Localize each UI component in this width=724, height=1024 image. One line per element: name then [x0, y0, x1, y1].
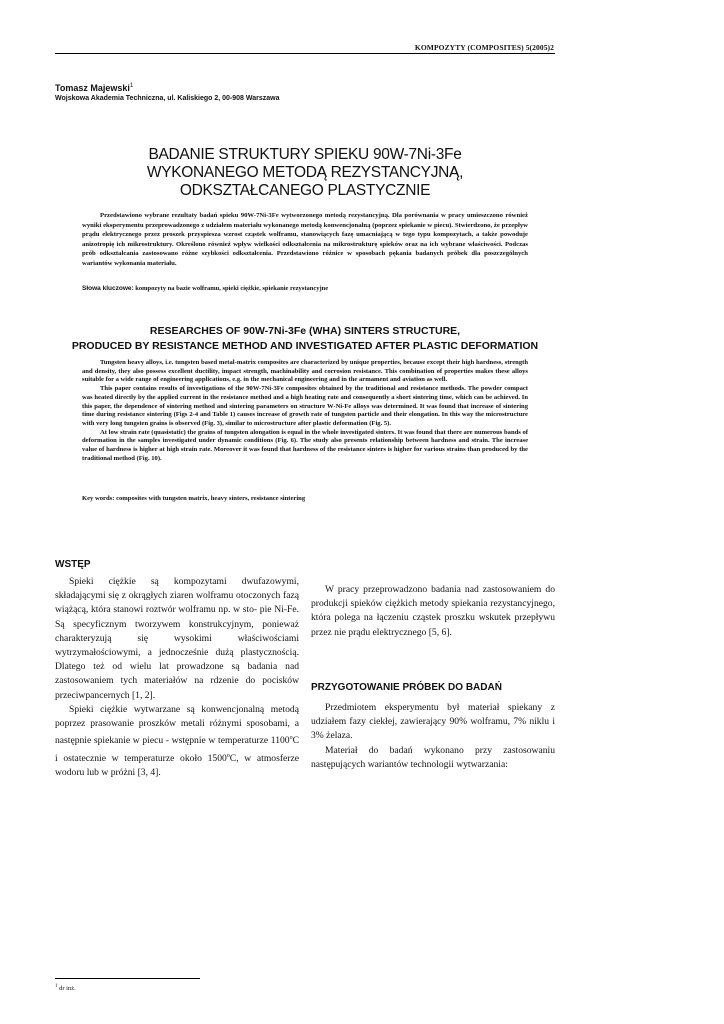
title-polish: [55, 146, 555, 200]
keywords-polish-text: kompozyty na bazie wolframu, spieki ciężkie, spiekanie rezystancyjne: [135, 285, 329, 292]
title-polish-line-1: BADANIE STRUKTURY SPIEKU 90W-7Ni-3Fe: [148, 146, 462, 163]
title-polish-line-2: WYKONANEGO METODĄ REZYSTANCYJNĄ,: [146, 164, 464, 181]
abstract-english-paragraph-2: This paper contains results of investigations of the 90W-7Ni-3Fe composites obtained by the traditional and resistance methods. The powder compact was heated directly by the applied current in the resistance method and a high heating rate and consequently a short sintering time, which can be achieved. In this paper, the dependence of sintering method and sintering parameters on structure W-Ni-Fe alloys was determined. It was found that increase of sintering time during resistance sintering (Figs 2-4 and Table 1) causes increase of growth rate of tungsten particle and their elongation. In this way the microstructure with very long tungsten grains is observed (Fig. 3), similar to microstructure after plastic deformation (Fig. 5).: [82, 385, 528, 427]
abstract-polish: Przedstawiono wybrane rezultaty badań spieku 90W-7Ni-3Fe wytworzonego metodą rezystancyjną. Dla porównania w pracy umieszczono również wyniki eksperymentu przeprowadzonego z udziałem materiału wykonanego metodą konwencjonalną (poprzez spiekanie w piecu). Stwierdzono, że przepływ prądu elektrycznego przez proszek przyspiesza wzrost cząstek wolframu, stanowiących fazę umacniającą w tego typu kompozytach, a także powoduje anizotropię ich mikrostruktury. Określono również wpływ wielkości odkształcenia na mikrostrukturę spieków oraz na ich wybrane właściwości. Podczas prób odkształcania zastosowano różne szybkości odkształcenia. Przedstawiono różnice w sposobach pękania badanych próbek dla poszczególnych wariantów wykonania materiału.: [82, 212, 528, 267]
keywords-english: [82, 495, 305, 502]
title-english-line-1: RESEARCHES OF 90W-7Ni-3Fe (WHA) SINTERS STRUCTURE,: [149, 325, 461, 337]
title-polish-line-3: ODKSZTAŁCANEGO PLASTYCZNIE: [179, 182, 431, 199]
section-heading-przygotowanie: PRZYGOTOWANIE PRÓBEK DO BADAŃ: [311, 682, 502, 693]
wstep-p2-part-b: C i ostatecznie w temperaturze około 1500: [55, 735, 299, 764]
keywords-english-text: composites with tungsten matrix, heavy sinters, resistance sintering: [116, 495, 306, 502]
degree-mark: o: [226, 752, 230, 759]
right-column-paragraph-1: W pracy przeprowadzono badania nad zastosowaniem do produkcji spieków ciężkich metody spiekania rezystancyjnego, która polega na łączeniu cząstek proszku wskutek przepływu przez nie prądu elektrycznego [5, 6].: [311, 584, 555, 638]
title-english-line-2: PRODUCED BY RESISTANCE METHOD AND INVESTIGATED AFTER PLASTIC DEFORMATION: [71, 340, 539, 352]
footnote-mark: 1: [55, 984, 58, 989]
footnote: [55, 984, 76, 992]
running-head: KOMPOZYTY (COMPOSITES) 5(2005)2: [414, 43, 554, 52]
footnote-text: dr inż.: [59, 985, 76, 993]
keywords-polish-label: Słowa kluczowe:: [82, 285, 134, 292]
header-rule: [55, 53, 555, 54]
degree-mark: o: [289, 735, 293, 742]
keywords-polish: [82, 285, 328, 292]
author-name-text: Tomasz Majewski: [55, 83, 130, 93]
wstep-paragraph-2: [55, 703, 299, 780]
author-name: [55, 83, 133, 93]
right-column-intro: [311, 583, 555, 640]
wstep-p2-part-c: C, w atmosferze wodoru lub w próżni [3, 4].: [55, 752, 299, 779]
wstep-paragraph-1: Spieki ciężkie są kompozytami dwufazowymi, składającymi się z okrągłych ziaren wolframu otoczonych fazą wiążącą, która stanowi roztwór wolframu np. w sto- pie Ni-Fe. Są specyficznym tworzywem konstrukcyjnym, ponieważ charakteryzują się wysokimi właściwościami wytrzymałościowymi, a jednocześnie dużą plastycznością. Dlatego też od wielu lat prowadzone są badania nad zastosowaniem tych materiałów na rdzenie do pocisków przeciwpancernych [1, 2].: [55, 576, 299, 701]
preparation-paragraph-1: Przedmiotem eksperymentu był materiał spiekany z udziałem fazy ciekłej, zawierający 90% wolframu, 7% niklu i 3% żelaza.: [311, 702, 555, 742]
author-footnote-mark: 1: [129, 83, 134, 89]
right-column-preparation: [311, 701, 555, 772]
wstep-p2-part-a: Spieki ciężkie wytwarzane są konwencjonalną metodą poprzez prasowanie proszków metali różnymi sposobami, a następnie spiekanie w piecu - wstępnie w temperaturze 1100: [55, 703, 299, 747]
author-affiliation: Wojskowa Akademia Techniczna, ul. Kaliskiego 2, 00-908 Warszawa: [55, 95, 280, 102]
abstract-english-paragraph-1: Tungsten heavy alloys, i.e. tungsten based metal-matrix composites are characterized by unique properties, because except their high hardness, strength and density, they also possess excellent ductility, impact strength, machinability and corrosion resistance. This combination of properties makes these alloys suitable for a wide range of engineering applications, e.g. in the mechanical engineering and in the armament and aviation as well.: [82, 359, 528, 384]
abstract-english: [82, 359, 528, 463]
section-heading-wstep: WSTĘP: [55, 559, 91, 570]
keywords-english-label: Key words:: [82, 495, 115, 502]
abstract-english-paragraph-3: At low strain rate (quasistatic) the grains of tungsten alongation is equal in the whole investigated sinters. It was found that there are numerous bands of deformation in the samples investigated under dynamic conditions (Fig. 6). The study also presents relationship between hardness and strain. The increase value of hardness is higher at high strain rate. Moreover it was found that hardness of the resistance sinters is higher for various strains than produced by the traditional method (Fig. 10).: [82, 428, 528, 462]
title-english: [55, 324, 555, 354]
preparation-paragraph-2: Materiał do badań wykonano przy zastosowaniu następujących wariantów technologii wytwarzania:: [311, 744, 555, 770]
left-column: [55, 575, 299, 780]
footnote-rule: [55, 978, 200, 979]
